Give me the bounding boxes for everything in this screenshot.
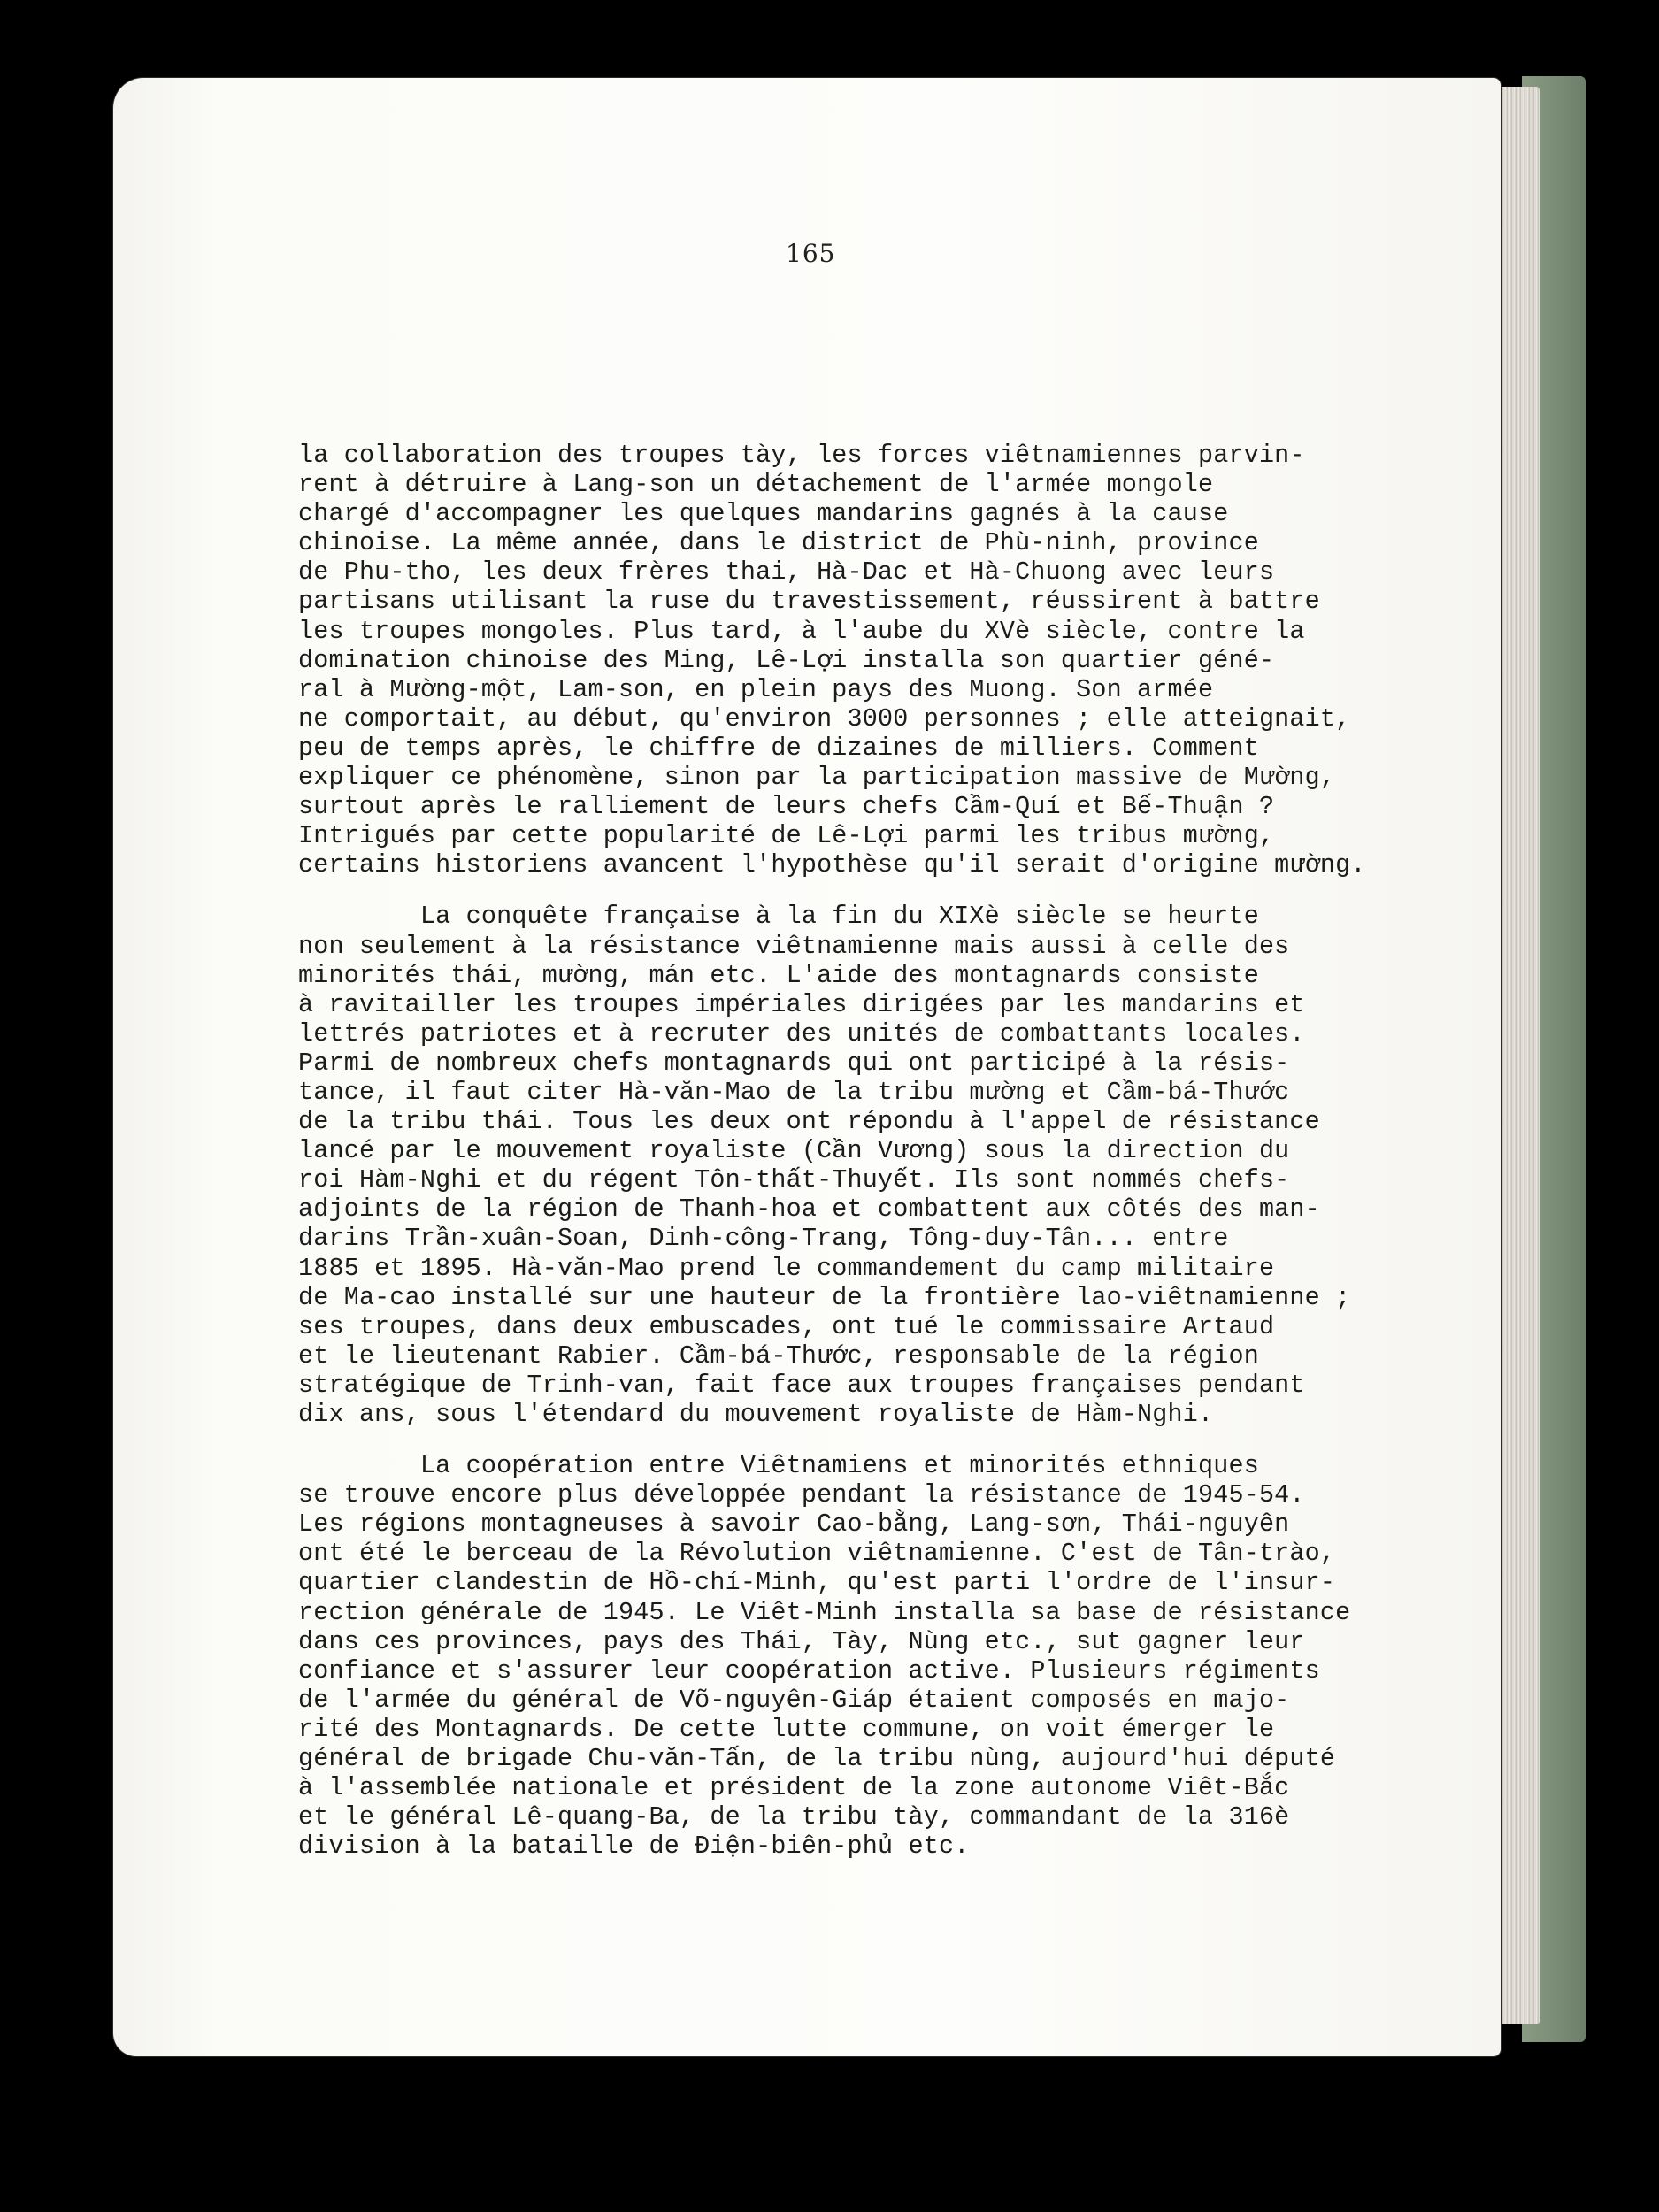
text-line: adjoints de la région de Thanh-hoa et combattent aux côtés des man- — [298, 1194, 1320, 1225]
paragraph-gap — [298, 879, 1395, 902]
text-line: domination chinoise des Ming, Lê-Lợi installa son quartier géné- — [298, 645, 1275, 675]
body-text — [298, 441, 1395, 1861]
text-line: à l'assemblée nationale et président de la zone autonome Viêt-Bắc — [298, 1773, 1290, 1803]
text-line: division à la bataille de Điện-biên-phủ etc. — [298, 1832, 970, 1862]
text-line: tance, il faut citer Hà-văn-Mao de la tribu mường et Cầm-bá-Thước — [298, 1077, 1290, 1107]
text-line: lancé par le mouvement royaliste (Cần Vương) sous la direction du — [298, 1136, 1290, 1166]
text-line: ses troupes, dans deux embuscades, ont tué le commissaire Artaud — [298, 1311, 1275, 1341]
text-line: La conquête française à la fin du XIXè siècle se heurte — [298, 902, 1259, 932]
text-line: de Ma-cao installé sur une hauteur de la frontière lao-viêtnamienne ; — [298, 1282, 1351, 1312]
text-line: minorités thái, mường, mán etc. L'aide des montagnards consiste — [298, 960, 1259, 990]
text-line: à ravitailler les troupes impériales dirigées par les mandarins et — [298, 989, 1305, 1019]
text-line: de Phu-tho, les deux frères thai, Hà-Dac et Hà-Chuong avec leurs — [298, 557, 1275, 588]
text-line: rection générale de 1945. Le Viêt-Minh installa sa base de résistance — [298, 1597, 1351, 1627]
text-line: les troupes mongoles. Plus tard, à l'aube du XVè siècle, contre la — [298, 616, 1305, 646]
page-number: 165 — [786, 239, 836, 268]
text-line: La coopération entre Viêtnamiens et minorités ethniques — [298, 1451, 1259, 1481]
text-line: ral à Mường-một, Lam-son, en plein pays des Muong. Son armée — [298, 674, 1214, 704]
text-line: se trouve encore plus développée pendant la résistance de 1945-54. — [298, 1480, 1305, 1510]
text-line: rité des Montagnards. De cette lutte commune, on voit émerger le — [298, 1714, 1275, 1744]
text-line: et le général Lê-quang-Ba, de la tribu tày, commandant de la 316è — [298, 1802, 1290, 1832]
text-line: 1885 et 1895. Hà-văn-Mao prend le commandement du camp militaire — [298, 1253, 1275, 1283]
text-line: rent à détruire à Lang-son un détachement de l'armée mongole — [298, 470, 1214, 500]
text-line: darins Trần-xuân-Soan, Dinh-công-Trang, Tông-duy-Tân... entre — [298, 1224, 1229, 1254]
text-line: de la tribu thái. Tous les deux ont répondu à l'appel de résistance — [298, 1107, 1320, 1137]
text-line: lettrés patriotes et à recruter des unités de combattants locales. — [298, 1018, 1305, 1048]
text-line: dix ans, sous l'étendard du mouvement royaliste de Hàm-Nghi. — [298, 1400, 1214, 1429]
text-line: Les régions montagneuses à savoir Cao-bằng, Lang-sơn, Thái-nguyên — [298, 1509, 1290, 1540]
paragraph-gap — [298, 1429, 1395, 1451]
text-line: et le lieutenant Rabier. Cầm-bá-Thước, responsable de la région — [298, 1340, 1259, 1371]
paragraph-2 — [298, 902, 1395, 1429]
text-line: peu de temps après, le chiffre de dizaines de milliers. Comment — [298, 733, 1259, 763]
text-line: certains historiens avancent l'hypothèse qu'il serait d'origine mường. — [298, 850, 1366, 880]
text-line: chargé d'accompagner les quelques mandarins gagnés à la cause — [298, 499, 1229, 529]
text-line: partisans utilisant la ruse du travestissement, réussirent à battre — [298, 587, 1320, 617]
text-line: Parmi de nombreux chefs montagnards qui ont participé à la résis- — [298, 1048, 1290, 1078]
text-line: de l'armée du général de Võ-nguyên-Giáp étaient composés en majo- — [298, 1685, 1290, 1715]
text-line: dans ces provinces, pays des Thái, Tày, Nùng etc., sut gagner leur — [298, 1626, 1305, 1656]
text-line: confiance et s'assurer leur coopération active. Plusieurs régiments — [298, 1655, 1320, 1686]
paragraph-1 — [298, 441, 1395, 879]
text-line: stratégique de Trinh-van, fait face aux troupes françaises pendant — [298, 1370, 1305, 1400]
text-line: non seulement à la résistance viêtnamienne mais aussi à celle des — [298, 931, 1290, 961]
text-line: chinoise. La même année, dans le district de Phù-ninh, province — [298, 528, 1259, 558]
text-line: quartier clandestin de Hồ-chí-Minh, qu'est parti l'ordre de l'insur- — [298, 1568, 1336, 1598]
text-line: ne comportait, au début, qu'environ 3000 personnes ; elle atteignait, — [298, 703, 1351, 733]
text-line: général de brigade Chu-văn-Tấn, de la tribu nùng, aujourd'hui député — [298, 1744, 1336, 1774]
paragraph-3 — [298, 1451, 1395, 1861]
text-line: roi Hàm-Nghi et du régent Tôn-thất-Thuyết. Ils sont nommés chefs- — [298, 1165, 1290, 1195]
text-line: Intrigués par cette popularité de Lê-Lợi parmi les tribus mường, — [298, 821, 1275, 851]
text-line: la collaboration des troupes tày, les forces viêtnamiennes parvin- — [298, 441, 1305, 470]
text-line: surtout après le ralliement de leurs chefs Cầm-Quí et Bế-Thuận ? — [298, 792, 1275, 822]
text-line: ont été le berceau de la Révolution viêtnamienne. C'est de Tân-trào, — [298, 1539, 1336, 1569]
text-line: expliquer ce phénomène, sinon par la participation massive de Mường, — [298, 763, 1336, 793]
